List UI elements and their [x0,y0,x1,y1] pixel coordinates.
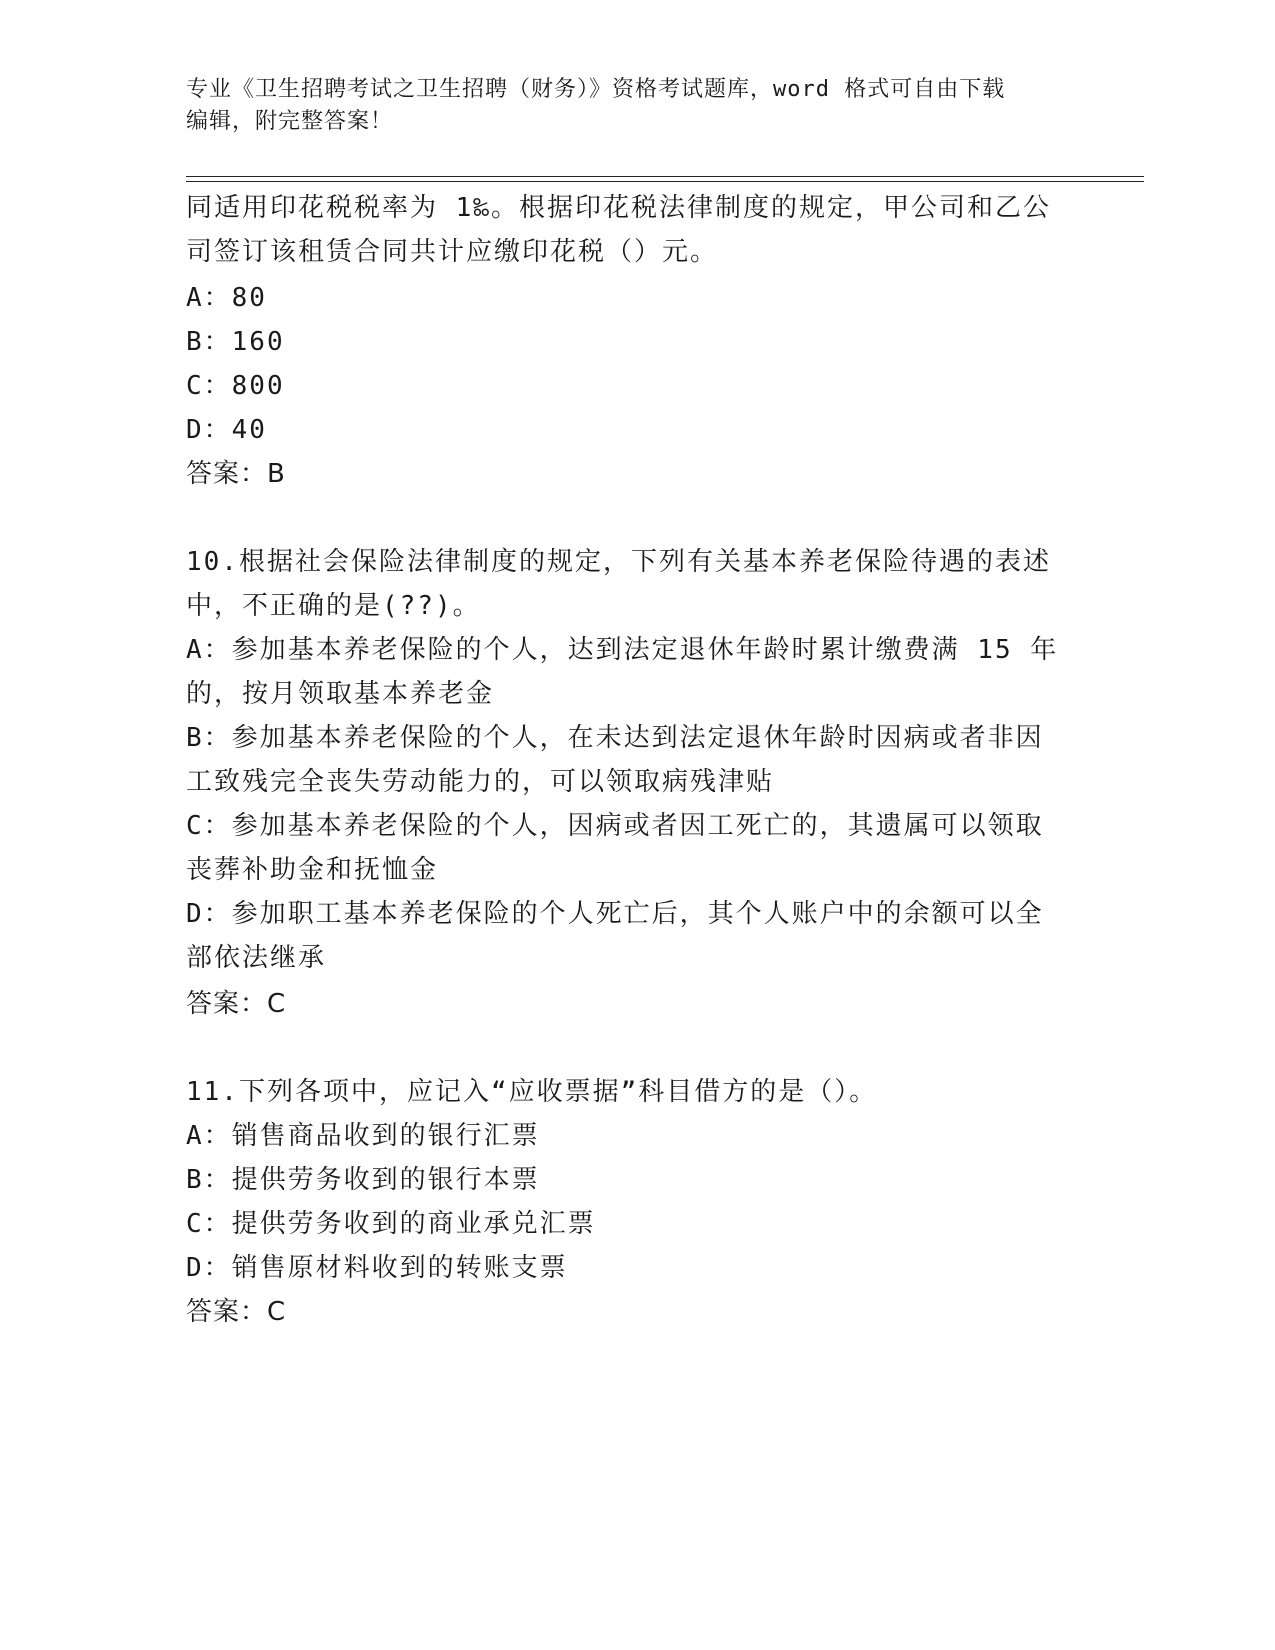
q10-option-a-line-2: 的，按月领取基本养老金 [186,679,495,709]
q9-option-b: B：160 [186,327,285,357]
q10-stem-line-1: 10.根据社会保险法律制度的规定，下列有关基本养老保险待遇的表述 [186,547,1051,577]
q10-option-b-line-1: B：参加基本养老保险的个人，在未达到法定退休年龄时因病或者非因 [186,723,1044,753]
header-line-2: 编辑，附完整答案！ [186,109,394,134]
q9-option-a: A：80 [186,283,267,313]
q9-option-d: D：40 [186,415,267,445]
q10-stem-line-2: 中，不正确的是(??)。 [186,591,481,621]
header-divider-bottom [186,181,1144,182]
q9-stem-line-1: 同适用印花税税率为 1‰。根据印花税法律制度的规定，甲公司和乙公 [186,193,1051,223]
q11-option-b: B：提供劳务收到的银行本票 [186,1165,540,1195]
q10-option-a-line-1: A：参加基本养老保险的个人，达到法定退休年龄时累计缴费满 15 年 [186,635,1059,665]
q11-answer: 答案：C [186,1297,287,1327]
q11-stem: 11.下列各项中，应记入“应收票据”科目借方的是（）。 [186,1077,878,1107]
q11-option-a: A：销售商品收到的银行汇票 [186,1121,540,1151]
header-line-1: 专业《卫生招聘考试之卫生招聘（财务）》资格考试题库，word 格式可自由下载 [186,77,1006,102]
q10-option-d-line-2: 部依法继承 [186,943,327,973]
header-divider-top [186,176,1144,177]
q9-stem-line-2: 司签订该租赁合同共计应缴印花税（）元。 [186,237,719,267]
q9-answer: 答案：B [186,459,286,489]
q10-answer: 答案：C [186,989,287,1019]
q10-option-d-line-1: D：参加职工基本养老保险的个人死亡后，其个人账户中的余额可以全 [186,899,1044,929]
document-header [186,74,1066,138]
q9-option-c: C：800 [186,371,285,401]
q11-option-d: D：销售原材料收到的转账支票 [186,1253,568,1283]
q10-option-b-line-2: 工致残完全丧失劳动能力的，可以领取病残津贴 [186,767,775,797]
q10-option-c-line-2: 丧葬补助金和抚恤金 [186,855,439,885]
q11-option-c: C：提供劳务收到的商业承兑汇票 [186,1209,596,1239]
q10-option-c-line-1: C：参加基本养老保险的个人，因病或者因工死亡的，其遗属可以领取 [186,811,1044,841]
